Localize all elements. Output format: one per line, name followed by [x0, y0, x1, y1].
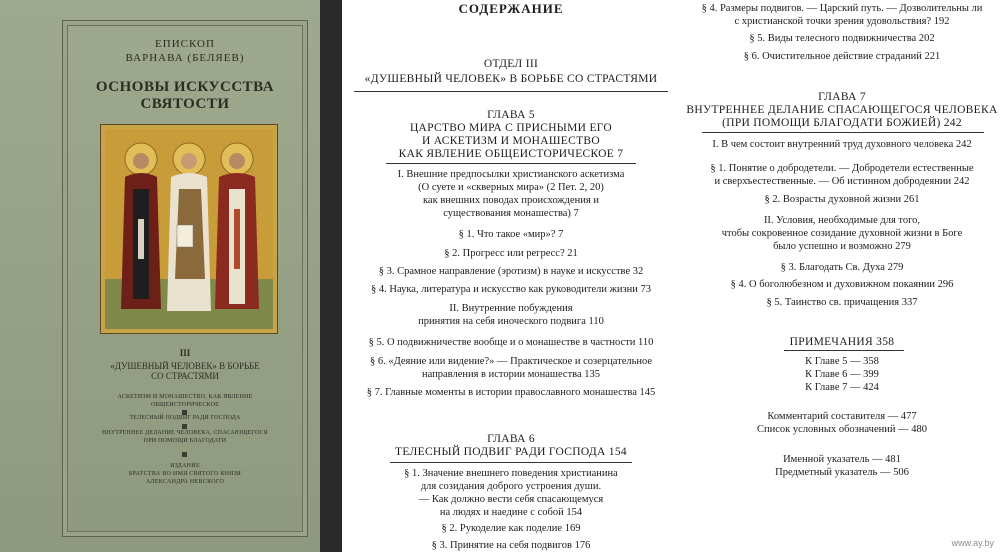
divider [702, 132, 984, 133]
toc-entry: § 4. О боголюбезном и духовижном покаянии 296 [730, 279, 954, 290]
toc-page-left [350, 0, 672, 552]
notes-entry: К Главе 7 — 424 [805, 382, 879, 393]
toc-heading: СОДЕРЖАНИЕ [458, 1, 564, 16]
toc-entry: существования монашества) 7 [443, 208, 579, 219]
cover-sub1-line1: АСКЕТИЗМ И МОНАШЕСТВО, КАК ЯВЛЕНИЕ [117, 394, 253, 400]
divider [386, 163, 636, 164]
cover-bullet-3 [182, 452, 187, 457]
cover-part-line1: «ДУШЕВНЫЙ ЧЕЛОВЕК» В БОРЬБЕ [110, 361, 260, 371]
toc-entry: § 5. Таинство св. причащения 337 [766, 297, 918, 308]
toc-entry: как внешних поводах происхождения и [422, 195, 599, 206]
cover-subsection-2: ТЕЛЕСНЫЙ ПОДВИГ РАДИ ГОСПОДА [129, 415, 241, 421]
toc-entry: для созидания доброго устроения души. [420, 481, 602, 492]
toc-page-right [684, 0, 1000, 552]
toc-entry: и сверхъестественные. — Об истинном добродеянии 242 [714, 176, 970, 187]
toc-entry: было успешно и возможно 279 [773, 241, 911, 252]
chapter5-title-line1: ЦАРСТВО МИРА С ПРИСНЫМИ ЕГО [409, 122, 613, 134]
toc-entry: § 3. Срамное направление (эротизм) в науке и искусстве 32 [378, 266, 644, 277]
toc-entry: § 5. О подвижничестве вообще и о монашестве в частности 110 [368, 337, 654, 348]
chapter7-title-line1: ВНУТРЕННЕЕ ДЕЛАНИЕ СПАСАЮЩЕГОСЯ ЧЕЛОВЕКА [686, 104, 998, 116]
toc-entry: § 3. Благодать Св. Духа 279 [780, 262, 904, 273]
cover-pub-line1: ИЗДАНИЕ [170, 463, 200, 469]
toc-entry: принятия на себя иноческого подвига 110 [418, 316, 604, 327]
cover-sub3-line2: ПРИ ПОМОЩИ БЛАГОДАТИ [143, 438, 227, 444]
otdel-label: ОТДЕЛ III [483, 58, 539, 70]
toc-entry: Именной указатель — 481 [783, 454, 901, 465]
cover-panel [62, 20, 308, 537]
cover-subsection-3 [63, 429, 307, 445]
saints-icon-image [101, 125, 277, 333]
notes-entry: К Главе 5 — 358 [805, 356, 879, 367]
toc-entry: направления в истории монашества 135 [421, 369, 601, 380]
toc-entry: II. Условия, необходимые для того, [763, 215, 921, 226]
toc-entry: I. Внешние предпосылки христианского аскетизма [397, 169, 625, 180]
cover-author-line2: ВАРНАВА (БЕЛЯЕВ) [125, 52, 245, 64]
toc-entry: чтобы сокровенное созидание духовной жизни в Боге [721, 228, 963, 239]
cover-publisher [63, 462, 307, 486]
toc-entry: § 1. Что такое «мир»? 7 [458, 229, 564, 240]
cover-part-number: III [179, 348, 191, 358]
cover-sub1-line2: ОБЩЕИСТОРИЧЕСКОЕ [150, 402, 220, 408]
chapter5-title-line3: КАК ЯВЛЕНИЕ ОБЩЕИСТОРИЧЕСКОЕ 7 [398, 148, 624, 160]
cover-part-line2: СО СТРАСТЯМИ [151, 371, 219, 381]
cover-author-line1: ЕПИСКОП [155, 38, 215, 50]
toc-entry: — Как должно вести себя спасающемуся [418, 494, 604, 505]
cover-sub3-line1: ВНУТРЕННЕЕ ДЕЛАНИЕ ЧЕЛОВЕКА, СПАСАЮЩЕГОСЯ [102, 430, 268, 436]
toc-entry: Комментарий составителя — 477 [767, 411, 917, 422]
divider [354, 91, 668, 92]
cover-part-title [63, 361, 307, 381]
toc-entry: § 2. Возрасты духовной жизни 261 [764, 194, 920, 205]
toc-entry: § 1. Понятие о добродетели. — Добродетели естественные [710, 163, 974, 174]
notes-heading: ПРИМЕЧАНИЯ 358 [789, 336, 895, 348]
toc-entry: I. В чем состоит внутренний труд духовного человека 242 [712, 139, 972, 150]
toc-entry: (О суете и «скверных мира» (2 Пет. 2, 20) [418, 182, 604, 193]
toc-entry: § 4. Наука, литература и искусство как руководители жизни 73 [371, 284, 651, 295]
page-gap [342, 0, 350, 552]
toc-entry: на людях и наедине с собой 154 [439, 507, 583, 518]
chapter7-title-line2: (ПРИ ПОМОЩИ БЛАГОДАТИ БОЖИЕЙ) 242 [722, 117, 962, 129]
toc-entry: § 4. Размеры подвигов. — Царский путь. — Дозволительны ли [701, 3, 983, 14]
toc-entry: § 6. «Деяние или видение?» — Практическое и созерцательное [369, 356, 653, 367]
toc-entry: § 7. Главные моменты в истории православного монашества 145 [366, 387, 656, 398]
otdel-title: «ДУШЕВНЫЙ ЧЕЛОВЕК» В БОРЬБЕ СО СТРАСТЯМИ [364, 73, 658, 85]
toc-entry: Предметный указатель — 506 [775, 467, 909, 478]
chapter6-title: ТЕЛЕСНЫЙ ПОДВИГ РАДИ ГОСПОДА 154 [395, 446, 627, 458]
saints-icon-illustration [105, 129, 273, 329]
toc-entry: § 6. Очистительное действие страданий 221 [743, 51, 941, 62]
toc-entry: с христианской точки зрения удовольствия? 192 [734, 16, 950, 27]
toc-entry: Список условных обозначений — 480 [757, 424, 927, 435]
watermark: www.ay.by [951, 538, 994, 548]
cover-pub-line2: БРАТСТВА ВО ИМЯ СВЯТОГО КНЯЗЯ [128, 471, 242, 477]
chapter5-title-line2: И АСКЕТИЗМ И МОНАШЕСТВО [422, 135, 600, 147]
divider [390, 462, 632, 463]
toc-entry: § 1. Значение внешнего поведения христианина [404, 468, 618, 479]
chapter7-label: ГЛАВА 7 [818, 91, 866, 103]
cover-title-line2: СВЯТОСТИ [140, 96, 230, 112]
cover-title-line1: ОСНОВЫ ИСКУССТВА [95, 79, 275, 95]
cover-author [63, 37, 307, 65]
divider [784, 350, 904, 351]
book-spine-edge [320, 0, 342, 552]
cover-pub-line3: АЛЕКСАНДРА НЕВСКОГО [145, 479, 225, 485]
chapter5-label: ГЛАВА 5 [487, 109, 535, 121]
toc-entry: § 5. Виды телесного подвижничества 202 [749, 33, 935, 44]
toc-entry: § 2. Прогресс или регресс? 21 [444, 248, 578, 259]
chapter6-label: ГЛАВА 6 [487, 433, 535, 445]
book-cover [0, 0, 342, 552]
notes-entry: К Главе 6 — 399 [805, 369, 879, 380]
toc-entry: § 3. Принятие на себя подвигов 176 [431, 540, 591, 551]
toc-entry: II. Внутренние побуждения [449, 303, 573, 314]
cover-title [63, 79, 307, 113]
toc-entry: § 2. Рукоделие как поделие 169 [441, 523, 581, 534]
cover-subsection-1 [63, 393, 307, 409]
